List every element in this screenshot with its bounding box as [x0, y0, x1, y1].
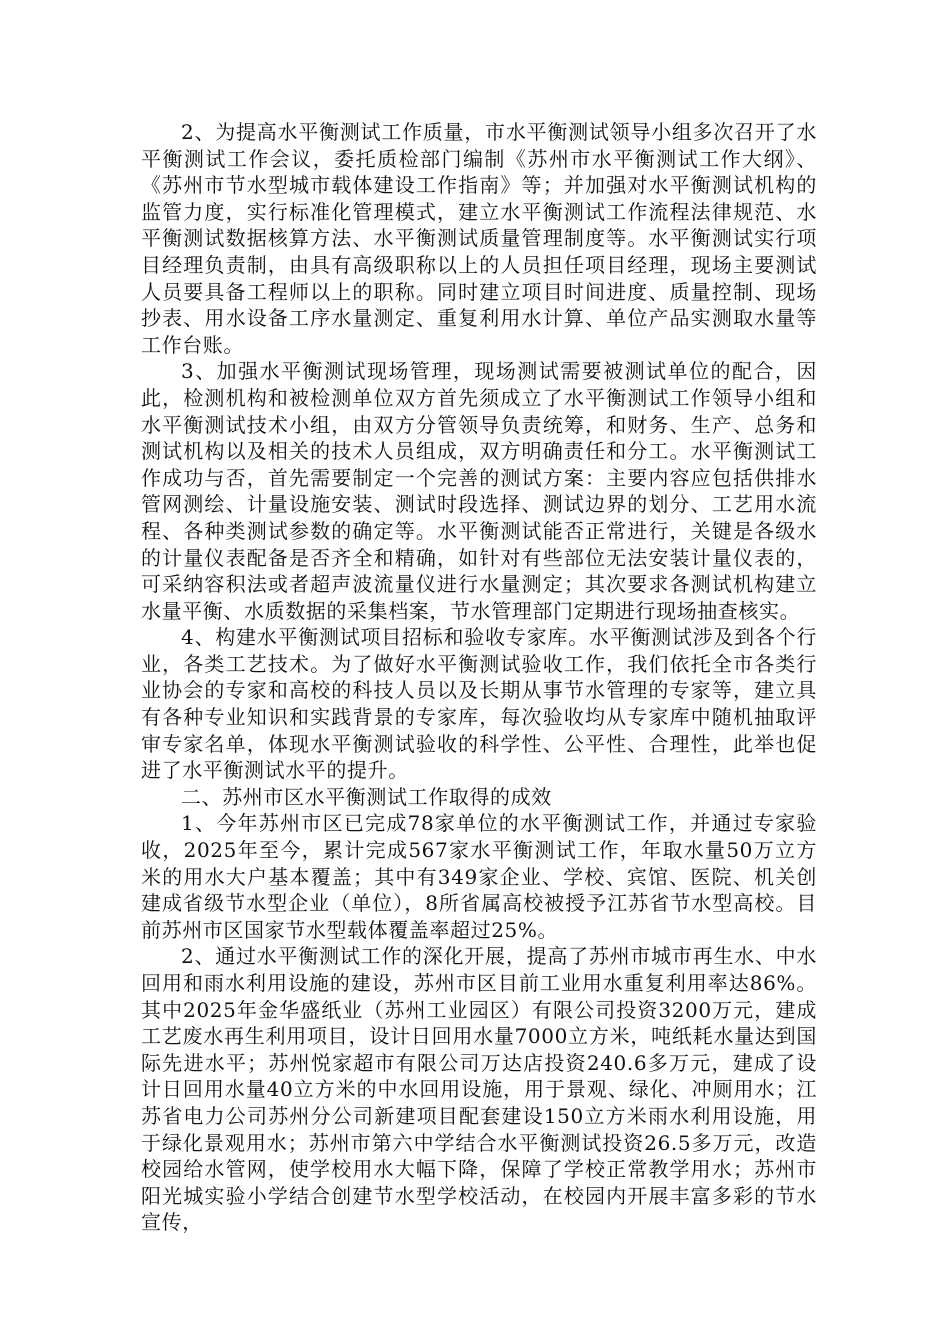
paragraph-expert-database: 4、构建水平衡测试项目招标和验收专家库。水平衡测试涉及到各个行业，各类工艺技术。为了做好水平衡测试验收工作，我们依托全市各类行业协会的专家和高校的科技人员以及长期从事节水管理的专家等，建立具有各种专业知识和实践背景的专家库，每次验收均从专家库中随机抽取评审专家名单，体现水平衡测试验收的科学性、公平性、合理性，此举也促进了水平衡测试水平的提升。 — [141, 625, 817, 783]
paragraph-quality-management: 2、为提高水平衡测试工作质量，市水平衡测试领导小组多次召开了水平衡测试工作会议，委托质检部门编制《苏州市水平衡测试工作大纲》、《苏州市节水型城市载体建设工作指南》等；并加强对水平衡测试机构的监管力度，实行标准化管理模式，建立水平衡测试工作流程法律规范、水平衡测试数据核算方法、水平衡测试质量管理制度等。水平衡测试实行项目经理负责制，由具有高级职称以上的人员担任项目经理，现场主要测试人员要具备工程师以上的职称。同时建立项目时间进度、质量控制、现场抄表、用水设备工序水量测定、重复利用水计算、单位产品实测取水量等工作台账。 — [141, 120, 817, 357]
document-body — [141, 119, 817, 1236]
paragraph-site-management: 3、加强水平衡测试现场管理，现场测试需要被测试单位的配合，因此，检测机构和被检测单位双方首先须成立了水平衡测试工作领导小组和水平衡测试技术小组，由双方分管领导负责统筹，和财务、生产、总务和测试机构以及相关的技术人员组成，双方明确责任和分工。水平衡测试工作成功与否，首先需要制定一个完善的测试方案：主要内容应包括供排水管网测绘、计量设施安装、测试时段选择、测试边界的划分、工艺用水流程、各种类测试参数的确定等。水平衡测试能否正常进行，关键是各级水的计量仪表配备是否齐全和精确，如针对有些部位无法安装计量仪表的，可采纳容积法或者超声波流量仪进行水量测定；其次要求各测试机构建立水量平衡、水质数据的采集档案，节水管理部门定期进行现场抽查核实。 — [141, 359, 817, 623]
paragraph-achievement-reuse: 2、通过水平衡测试工作的深化开展，提高了苏州市城市再生水、中水回用和雨水利用设施的建设，苏州市区目前工业用水重复利用率达86%。其中2025年金华盛纸业（苏州工业园区）有限公司投资3200万元，建成工艺废水再生利用项目，设计日回用水量7000立方米，吨纸耗水量达到国际先进水平；苏州悦家超市有限公司万达店投资240.6多万元，建成了设计日回用水量40立方米的中水回用设施，用于景观、绿化、冲厕用水；江苏省电力公司苏州分公司新建项目配套建设150立方米雨水利用设施，用于绿化景观用水；苏州市第六中学结合水平衡测试投资26.5多万元，改造校园给水管网，使学校用水大幅下降，保障了学校正常教学用水；苏州市阳光城实验小学结合创建节水型学校活动，在校园内开展丰富多彩的节水宣传， — [141, 944, 817, 1235]
section-heading-achievements: 二、苏州市区水平衡测试工作取得的成效 — [181, 784, 552, 809]
paragraph-achievement-coverage: 1、今年苏州市区已完成78家单位的水平衡测试工作，并通过专家验收，2025年至今，累计完成567家水平衡测试工作，年取水量50万立方米的用水大户基本覆盖；其中有349家企业、学校、宾馆、医院、机关创建成省级节水型企业（单位），8所省属高校被授予江苏省节水型高校。目前苏州市区国家节水型载体覆盖率超过25%。 — [141, 811, 817, 942]
